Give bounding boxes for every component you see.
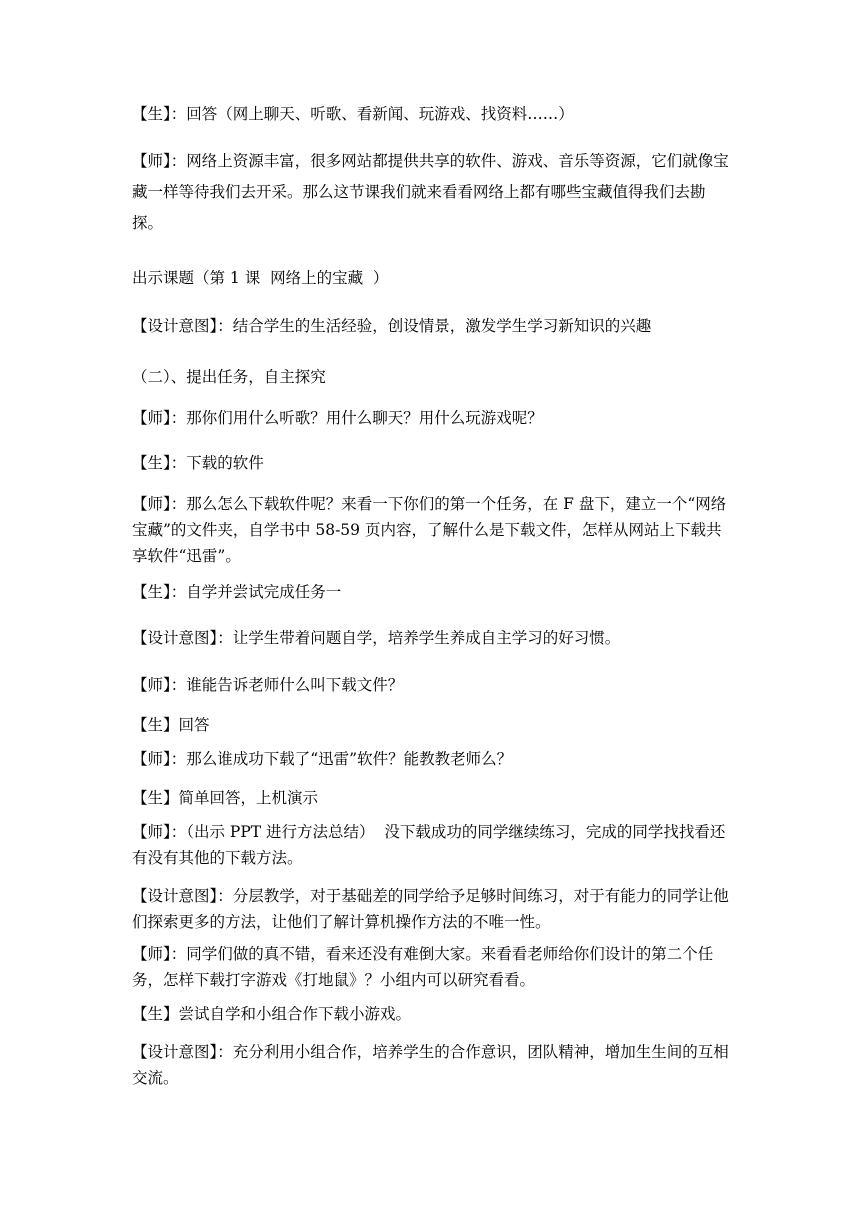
paragraph-teacher-download-question: 【师】：谁能告诉老师什么叫下载文件？ — [132, 676, 404, 694]
paragraph-design-intent-4: 【设计意图】：充分利用小组合作，培养学生的合作意识，团队精神，增加生生间的互相交流。 — [132, 1043, 729, 1087]
paragraph-teacher-summary: 【师】：（出示 PPT 进行方法总结） 没下载成功的同学继续练习，完成的同学找找看还有没有其他的下载方法。 — [132, 823, 726, 867]
paragraph-lesson-title: 出示课题（第 1 课 网络上的宝藏 ） — [132, 269, 389, 287]
paragraph-student-group-work: 【生】尝试自学和小组合作下载小游戏。 — [132, 1005, 412, 1023]
paragraph-design-intent-2: 【设计意图】：让学生带着问题自学，培养学生养成自主学习的好习惯。 — [132, 629, 621, 647]
paragraph-student-self-study: 【生】：自学并尝试完成任务一 — [132, 583, 342, 601]
section-heading-task: （二）、提出任务，自主探究 — [132, 368, 326, 386]
paragraph-student-demo: 【生】简单回答，上机演示 — [132, 789, 319, 807]
paragraph-student-answer: 【生】：回答（网上聊天、听歌、看新闻、玩游戏、找资料……） — [132, 105, 574, 123]
paragraph-teacher-xunlei: 【师】：那么谁成功下载了“迅雷”软件？能教教老师么？ — [132, 750, 513, 768]
paragraph-student-reply: 【生】：下载的软件 — [132, 454, 264, 472]
paragraph-student-answer-2: 【生】回答 — [132, 716, 210, 734]
paragraph-teacher-intro: 【师】：网络上资源丰富，很多网站都提供共享的软件、游戏、音乐等资源，它们就像宝藏一样等待我们去开采。那么这节课我们就来看看网络上都有哪些宝藏值得我们去勘探。 — [132, 152, 729, 232]
paragraph-teacher-task-two: 【师】：同学们做的真不错，看来还没有难倒大家。来看看老师给你们设计的第二个任务，怎样下载打字游戏《打地鼠》？小组内可以研究看看。 — [132, 945, 714, 989]
paragraph-design-intent-1: 【设计意图】：结合学生的生活经验，创设情景，激发学生学习新知识的兴趣 — [132, 317, 652, 335]
paragraph-teacher-question: 【师】：那你们用什么听歌？用什么聊天？用什么玩游戏呢？ — [132, 409, 543, 427]
paragraph-teacher-task-one: 【师】：那么怎么下载软件呢？来看一下你们的第一个任务，在 F 盘下，建立一个“网络宝藏”的文件夹，自学书中 58-59 页内容，了解什么是下载文件，怎样从网站上下载共享软件“迅雷”。 — [132, 495, 727, 565]
paragraph-design-intent-3: 【设计意图】：分层教学，对于基础差的同学给予足够时间练习，对于有能力的同学让他们探索更多的方法，让他们了解计算机操作方法的不唯一性。 — [132, 887, 729, 931]
